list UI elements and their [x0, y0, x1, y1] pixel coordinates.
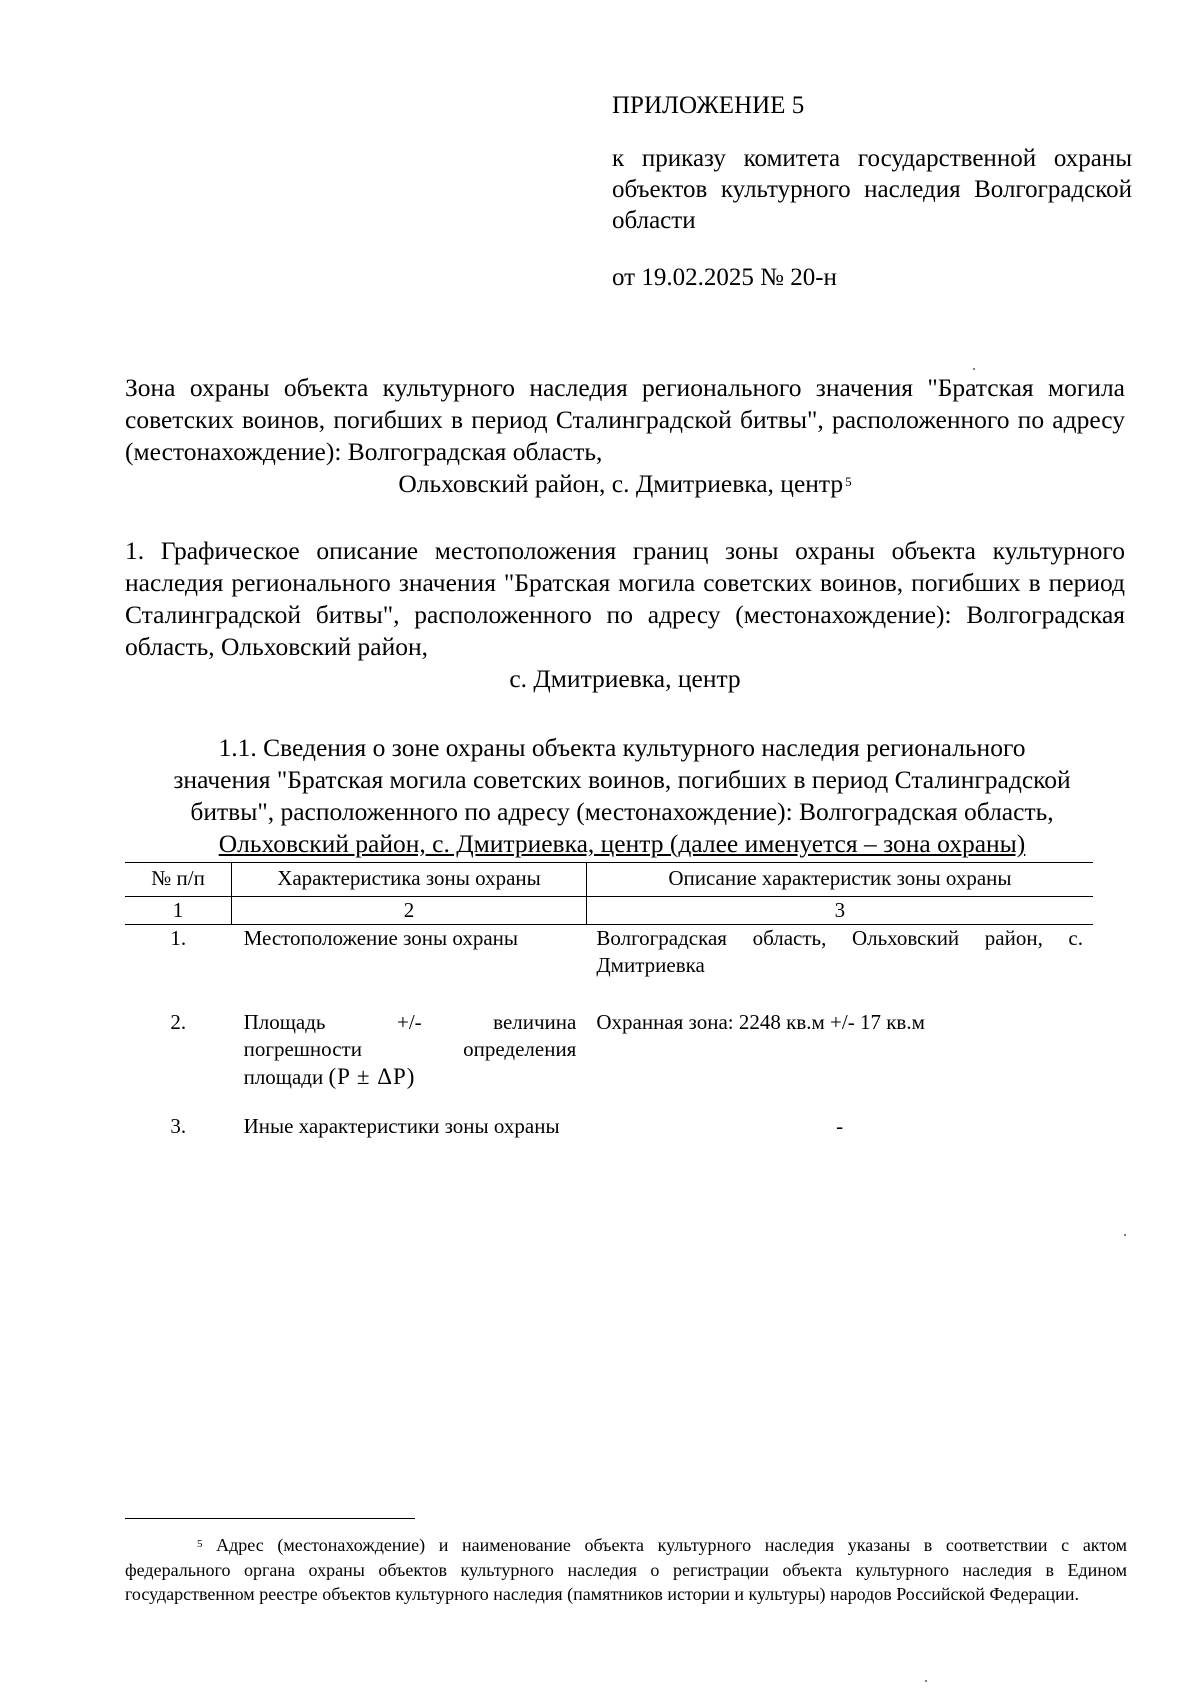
zone-title [125, 372, 1125, 500]
zone-title-text: Зона охраны объекта культурного наследия регионального значения "Братская могила советских воинов, погибших в период Сталинградской битвы", расположенного по адресу (местонахождение): Волгоградская область, [125, 373, 1125, 466]
footnote-reference: 5 [845, 474, 852, 489]
header-number: № п/п [125, 863, 232, 897]
row-characteristic: Местоположение зоны охраны [243, 926, 518, 950]
section-1-last-line: с. Дмитриевка, центр [509, 664, 741, 693]
scan-speck [925, 1680, 927, 1682]
section-1-1-heading [125, 732, 1119, 860]
appendix-header [612, 90, 1132, 293]
row-characteristic [232, 1009, 587, 1113]
section-1-1-line: битвы", расположенного по адресу (местонахождение): Волгоградская область, [190, 797, 1054, 826]
section-1-text: 1. Графическое описание местоположения границ зоны охраны объекта культурного наследия регионального значения "Братская могила советских воинов, погибших в период Сталинградской битвы", расположенного по адресу (местонахождение): Волгоградская область, Ольховский район, [125, 536, 1125, 661]
appendix-title: ПРИЛОЖЕНИЕ 5 [612, 92, 805, 119]
scan-speck [973, 368, 975, 370]
header-characteristic: Характеристика зоны охраны [232, 863, 587, 897]
header-description: Описание характеристик зоны охраны [586, 863, 1093, 897]
column-number: 3 [586, 897, 1093, 925]
scan-speck [1124, 1234, 1126, 1236]
table-column-numbers-row [125, 897, 1093, 925]
zone-characteristics-table [125, 862, 1093, 1140]
column-number: 1 [125, 897, 232, 925]
row-description: Охранная зона: 2248 кв.м +/- 17 кв.м [596, 1010, 925, 1034]
table-row [125, 1009, 1093, 1113]
row-description: - [836, 1114, 844, 1138]
area-formula: (P ± ΔP) [328, 1064, 416, 1089]
row-characteristic: Иные характеристики зоны охраны [243, 1114, 560, 1138]
appendix-order-reference: к приказу комитета государственной охраны объектов культурного наследия Волгоградской области [612, 145, 1132, 234]
row-number: 2. [170, 1010, 187, 1034]
footnote-text: Адрес (местонахождение) и наименование объекта культурного наследия указаны в соответствии с актом федерального органа охраны объектов культурного наследия о регистрации объекта культурного наследия в Едином государственном реестре объектов культурного наследия (памятников истории и культуры) народов Российской Федерации. [125, 1535, 1127, 1604]
table-header-row [125, 863, 1093, 897]
characteristic-line: площади [243, 1065, 324, 1089]
characteristic-line: погрешности определения [243, 1037, 577, 1061]
section-1-1-line: 1.1. Сведения о зоне охраны объекта культурного наследия регионального [218, 733, 1026, 762]
zone-title-last-line: Ольховский район, с. Дмитриевка, центр $^5$ [398, 469, 852, 498]
footnote [125, 1533, 1127, 1607]
section-1-heading [125, 535, 1125, 695]
row-description: Волгоградская область, Ольховский район, с. Дмитриевка [596, 926, 1083, 977]
column-number: 2 [232, 897, 587, 925]
row-number: 3. [170, 1114, 187, 1138]
row-number: 1. [170, 926, 187, 950]
footnote-separator [125, 1518, 415, 1519]
table-row [125, 1113, 1093, 1140]
characteristic-line: Площадь +/- величина [243, 1010, 577, 1034]
section-1-1-line: Ольховский район, с. Дмитриевка, центр (далее именуется – зона охраны) [218, 829, 1026, 858]
footnote-number: 5 [197, 1538, 203, 1550]
appendix-order-date: от 19.02.2025 № 20-н [612, 264, 837, 291]
table-row [125, 925, 1093, 1010]
section-1-1-line: значения "Братская могила советских воинов, погибших в период Сталинградской [173, 765, 1071, 794]
